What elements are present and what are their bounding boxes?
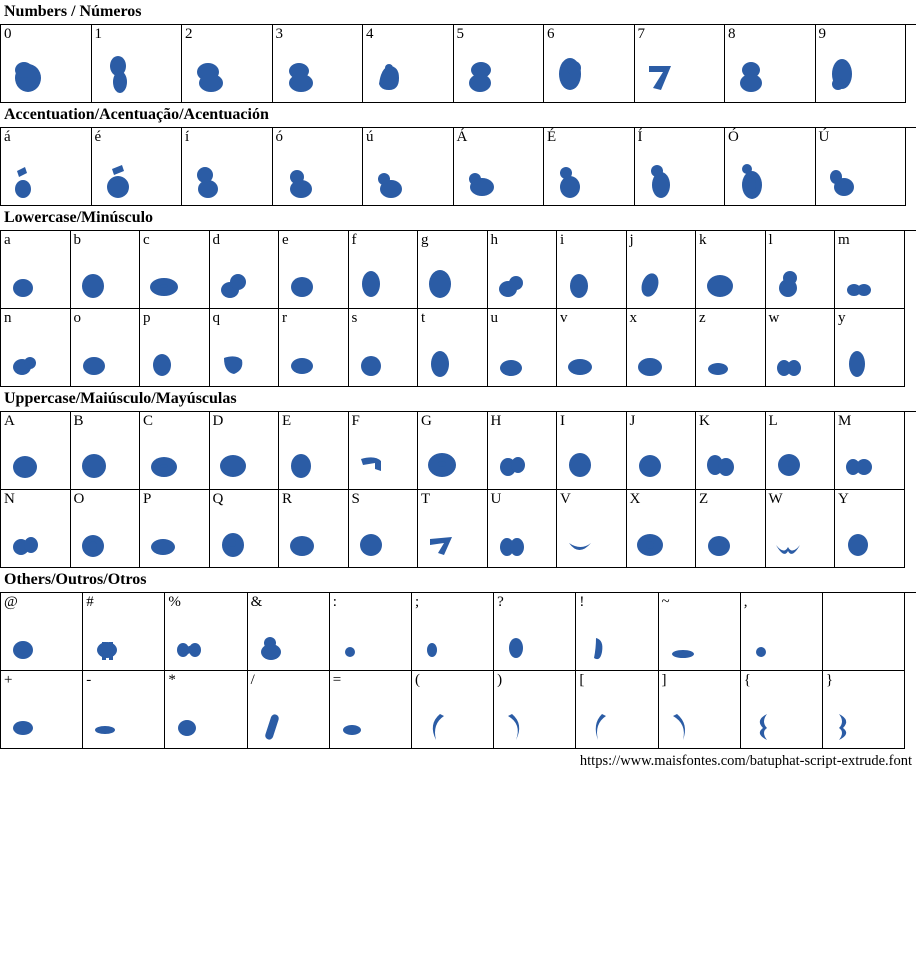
glyph-cell <box>627 412 697 490</box>
glyph-label: m <box>838 232 850 248</box>
glyph-label: q <box>212 310 220 326</box>
glyph-image-g <box>418 250 487 304</box>
glyph-cell <box>696 412 766 490</box>
glyph-image-r <box>279 328 348 382</box>
glyph-cell <box>418 309 488 387</box>
glyph-image-u-acute <box>363 147 453 201</box>
glyph-cell <box>273 25 364 103</box>
glyph-label: F <box>351 413 360 429</box>
glyph-image-u <box>488 328 557 382</box>
glyph-cell <box>71 231 141 309</box>
glyph-grid-uppercase <box>0 411 916 568</box>
glyph-image-U <box>488 509 557 563</box>
glyph-image-H <box>488 431 557 485</box>
glyph-image-exclamation <box>576 612 657 666</box>
glyph-label: 0 <box>4 26 12 42</box>
glyph-label: Y <box>838 491 849 507</box>
glyph-label: ú <box>366 129 374 145</box>
glyph-label: # <box>86 594 94 610</box>
glyph-label: [ <box>579 672 585 688</box>
glyph-label: ! <box>579 594 585 610</box>
glyph-cell <box>494 593 576 671</box>
glyph-label: I <box>560 413 565 429</box>
glyph-label: 6 <box>547 26 555 42</box>
glyph-image-a <box>1 250 70 304</box>
glyph-grid-others <box>0 592 916 749</box>
glyph-label: B <box>73 413 84 429</box>
glyph-cell <box>418 231 488 309</box>
glyph-label: w <box>768 310 780 326</box>
glyph-image-A <box>1 431 70 485</box>
glyph-image-y <box>835 328 904 382</box>
glyph-label: l <box>768 232 773 248</box>
glyph-label: X <box>629 491 641 507</box>
glyph-cell <box>210 231 280 309</box>
glyph-label: 5 <box>456 26 464 42</box>
glyph-image-6 <box>544 44 634 98</box>
glyph-cell <box>418 412 488 490</box>
glyph-image-N <box>1 509 70 563</box>
glyph-label: n <box>4 310 12 326</box>
glyph-image-d <box>210 250 279 304</box>
glyph-image-l <box>766 250 835 304</box>
glyph-image-paren-open <box>412 690 493 744</box>
glyph-cell <box>835 412 905 490</box>
glyph-cell <box>766 309 836 387</box>
glyph-label: d <box>212 232 220 248</box>
glyph-image-F <box>349 431 418 485</box>
glyph-image-q <box>210 328 279 382</box>
glyph-label: s <box>351 310 358 326</box>
glyph-label: % <box>168 594 181 610</box>
glyph-image-T <box>418 509 487 563</box>
glyph-cell <box>557 309 627 387</box>
glyph-image-1 <box>92 44 182 98</box>
glyph-label: í <box>185 129 190 145</box>
glyph-label: W <box>768 491 783 507</box>
glyph-cell <box>412 671 494 749</box>
glyph-label: ] <box>661 672 667 688</box>
glyph-label: y <box>838 310 846 326</box>
glyph-cell <box>835 490 905 568</box>
glyph-cell <box>635 25 726 103</box>
glyph-label: É <box>547 129 557 145</box>
glyph-label: u <box>490 310 498 326</box>
glyph-cell <box>557 231 627 309</box>
glyph-image-I-acute <box>635 147 725 201</box>
glyph-label: ) <box>497 672 503 688</box>
glyph-label: f <box>351 232 357 248</box>
glyph-label: ó <box>275 129 283 145</box>
glyph-cell <box>627 231 697 309</box>
glyph-image-M <box>835 431 904 485</box>
glyph-image-O-acute <box>725 147 815 201</box>
glyph-cell <box>488 412 558 490</box>
glyph-cell <box>816 25 907 103</box>
glyph-cell <box>494 671 576 749</box>
glyph-image-x <box>627 328 696 382</box>
glyph-label: é <box>94 129 102 145</box>
glyph-cell <box>1 309 71 387</box>
glyph-cell <box>71 412 141 490</box>
glyph-label: U <box>490 491 502 507</box>
glyph-label: N <box>4 491 15 507</box>
glyph-image-o <box>71 328 140 382</box>
glyph-label: v <box>560 310 568 326</box>
glyph-image-L <box>766 431 835 485</box>
glyph-label: 3 <box>275 26 283 42</box>
glyph-label: 1 <box>94 26 102 42</box>
glyph-cell <box>725 128 816 206</box>
glyph-label: h <box>490 232 498 248</box>
glyph-image-asterisk <box>165 690 246 744</box>
glyph-label: 7 <box>637 26 645 42</box>
glyph-image-v <box>557 328 626 382</box>
glyph-label: S <box>351 491 360 507</box>
glyph-cell <box>182 128 273 206</box>
glyph-cell <box>92 25 183 103</box>
glyph-image-c <box>140 250 209 304</box>
glyph-image-G <box>418 431 487 485</box>
glyph-cell <box>1 671 83 749</box>
glyph-image-I <box>557 431 626 485</box>
glyph-cell <box>71 309 141 387</box>
glyph-label: D <box>212 413 224 429</box>
glyph-image-hyphen <box>83 690 164 744</box>
glyph-image-5 <box>454 44 544 98</box>
glyph-label: G <box>421 413 432 429</box>
glyph-label: * <box>168 672 176 688</box>
glyph-image-o-acute <box>273 147 363 201</box>
glyph-cell <box>140 231 210 309</box>
glyph-image-b <box>71 250 140 304</box>
glyph-image-Y <box>835 509 904 563</box>
glyph-image-3 <box>273 44 363 98</box>
glyph-image-bracket-open <box>576 690 657 744</box>
glyph-cell <box>488 309 558 387</box>
glyph-label: @ <box>4 594 18 610</box>
glyph-cell <box>349 490 419 568</box>
glyph-cell <box>165 671 247 749</box>
glyph-image-O <box>71 509 140 563</box>
glyph-cell <box>576 671 658 749</box>
glyph-label: A <box>4 413 15 429</box>
glyph-cell <box>488 490 558 568</box>
glyph-label: , <box>743 594 748 610</box>
glyph-label: M <box>838 413 852 429</box>
glyph-cell <box>363 128 454 206</box>
glyph-label: Ó <box>728 129 739 145</box>
glyph-cell <box>210 490 280 568</box>
glyph-image-Q <box>210 509 279 563</box>
glyph-label: K <box>699 413 710 429</box>
glyph-cell <box>766 412 836 490</box>
glyph-cell <box>544 128 635 206</box>
glyph-image-empty <box>823 612 904 666</box>
glyph-cell <box>488 231 558 309</box>
glyph-image-bracket-close <box>659 690 740 744</box>
glyph-cell <box>741 671 823 749</box>
glyph-image-question <box>494 612 575 666</box>
glyph-image-s <box>349 328 418 382</box>
glyph-image-W <box>766 509 835 563</box>
glyph-image-percent <box>165 612 246 666</box>
glyph-cell <box>1 128 92 206</box>
glyph-image-8 <box>725 44 815 98</box>
glyph-cell <box>349 412 419 490</box>
glyph-cell <box>71 490 141 568</box>
glyph-image-R <box>279 509 348 563</box>
glyph-cell <box>725 25 816 103</box>
glyph-cell <box>544 25 635 103</box>
glyph-cell <box>696 309 766 387</box>
glyph-label: a <box>4 232 11 248</box>
glyph-cell <box>210 412 280 490</box>
glyph-label: x <box>629 310 637 326</box>
glyph-label: P <box>143 491 152 507</box>
glyph-image-brace-close <box>823 690 904 744</box>
glyph-label: H <box>490 413 502 429</box>
glyph-cell <box>576 593 658 671</box>
glyph-cell <box>210 309 280 387</box>
glyph-label: 4 <box>366 26 374 42</box>
glyph-image-D <box>210 431 279 485</box>
glyph-label: o <box>73 310 81 326</box>
glyph-image-hash <box>83 612 164 666</box>
glyph-grid-accentuation <box>0 127 916 206</box>
glyph-label: C <box>143 413 154 429</box>
glyph-label: ( <box>414 672 420 688</box>
section-title-lowercase: Lowercase/Minúsculo <box>4 209 154 226</box>
glyph-image-S <box>349 509 418 563</box>
glyph-cell <box>627 309 697 387</box>
glyph-cell <box>659 593 741 671</box>
glyph-cell <box>140 490 210 568</box>
glyph-image-w <box>766 328 835 382</box>
glyph-image-V <box>557 509 626 563</box>
glyph-cell <box>330 593 412 671</box>
glyph-image-h <box>488 250 557 304</box>
glyph-image-comma <box>741 612 822 666</box>
glyph-image-e-acute <box>92 147 182 201</box>
glyph-cell <box>696 490 766 568</box>
glyph-image-E-acute <box>544 147 634 201</box>
glyph-label: { <box>743 672 751 688</box>
glyph-label: r <box>282 310 287 326</box>
glyph-image-at <box>1 612 82 666</box>
glyph-label: O <box>73 491 85 507</box>
glyph-image-X <box>627 509 696 563</box>
glyph-cell <box>454 128 545 206</box>
glyph-label: b <box>73 232 81 248</box>
glyph-cell <box>273 128 364 206</box>
glyph-label: á <box>4 129 11 145</box>
glyph-cell <box>330 671 412 749</box>
glyph-label: J <box>629 413 636 429</box>
glyph-label: E <box>282 413 292 429</box>
glyph-cell <box>83 593 165 671</box>
glyph-cell <box>1 25 92 103</box>
glyph-cell <box>1 412 71 490</box>
glyph-image-i-acute <box>182 147 272 201</box>
glyph-grid-numbers <box>0 24 916 103</box>
glyph-cell <box>182 25 273 103</box>
glyph-image-B <box>71 431 140 485</box>
glyph-label: g <box>421 232 429 248</box>
glyph-image-z <box>696 328 765 382</box>
glyph-cell <box>635 128 726 206</box>
glyph-label: Á <box>456 129 468 145</box>
glyph-cell <box>454 25 545 103</box>
glyph-label: ? <box>497 594 504 610</box>
glyph-image-f <box>349 250 418 304</box>
glyph-cell <box>557 490 627 568</box>
glyph-label: + <box>4 672 13 688</box>
glyph-image-C <box>140 431 209 485</box>
glyph-cell <box>816 128 907 206</box>
glyph-cell <box>823 593 905 671</box>
glyph-label: 2 <box>185 26 193 42</box>
glyph-cell <box>248 671 330 749</box>
glyph-label: 8 <box>728 26 736 42</box>
glyph-image-K <box>696 431 765 485</box>
glyph-label: Q <box>212 491 224 507</box>
glyph-label: T <box>421 491 431 507</box>
glyph-cell <box>248 593 330 671</box>
glyph-image-paren-close <box>494 690 575 744</box>
glyph-image-p <box>140 328 209 382</box>
glyph-image-2 <box>182 44 272 98</box>
source-url: https://www.maisfontes.com/batuphat-script-extrude.font <box>579 753 912 769</box>
glyph-image-Z <box>696 509 765 563</box>
glyph-image-plus <box>1 690 82 744</box>
glyph-label: - <box>86 672 92 688</box>
glyph-cell <box>92 128 183 206</box>
glyph-cell <box>363 25 454 103</box>
glyph-label: c <box>143 232 150 248</box>
glyph-label: ~ <box>661 594 670 610</box>
glyph-cell <box>659 671 741 749</box>
glyph-cell <box>557 412 627 490</box>
glyph-image-ampersand <box>248 612 329 666</box>
glyph-image-P <box>140 509 209 563</box>
glyph-image-e <box>279 250 348 304</box>
glyph-image-E <box>279 431 348 485</box>
glyph-image-tilde <box>659 612 740 666</box>
glyph-label: e <box>282 232 289 248</box>
glyph-image-9 <box>816 44 906 98</box>
glyph-label: 9 <box>818 26 826 42</box>
glyph-label: Ú <box>818 129 830 145</box>
glyph-image-a-acute <box>1 147 91 201</box>
glyph-cell <box>835 231 905 309</box>
glyph-cell <box>766 490 836 568</box>
glyph-label: / <box>250 672 255 688</box>
glyph-label: p <box>143 310 151 326</box>
glyph-cell <box>140 309 210 387</box>
glyph-label: Z <box>699 491 709 507</box>
glyph-label: ; <box>414 594 420 610</box>
glyph-image-J <box>627 431 696 485</box>
glyph-image-t <box>418 328 487 382</box>
glyph-label: j <box>629 232 634 248</box>
glyph-cell <box>412 593 494 671</box>
section-title-others: Others/Outros/Otros <box>4 571 147 588</box>
glyph-label: & <box>250 594 263 610</box>
glyph-image-semicolon <box>412 612 493 666</box>
glyph-image-equals <box>330 690 411 744</box>
glyph-label: i <box>560 232 565 248</box>
glyph-cell <box>83 671 165 749</box>
glyph-cell <box>741 593 823 671</box>
glyph-cell <box>627 490 697 568</box>
glyph-image-slash <box>248 690 329 744</box>
glyph-image-A-acute <box>454 147 544 201</box>
glyph-label: L <box>768 413 778 429</box>
glyph-image-i <box>557 250 626 304</box>
glyph-image-n <box>1 328 70 382</box>
glyph-image-j <box>627 250 696 304</box>
glyph-cell <box>279 412 349 490</box>
glyph-label: : <box>332 594 337 610</box>
glyph-cell <box>1 593 83 671</box>
glyph-image-m <box>835 250 904 304</box>
glyph-cell <box>140 412 210 490</box>
glyph-image-0 <box>1 44 91 98</box>
glyph-cell <box>279 309 349 387</box>
glyph-cell <box>349 231 419 309</box>
section-title-numbers: Numbers / Números <box>4 3 142 20</box>
glyph-label: z <box>699 310 706 326</box>
glyph-image-k <box>696 250 765 304</box>
glyph-label: = <box>332 672 342 688</box>
glyph-cell <box>279 490 349 568</box>
glyph-label: } <box>825 672 834 688</box>
glyph-label: t <box>421 310 426 326</box>
glyph-cell <box>1 490 71 568</box>
glyph-label: k <box>699 232 707 248</box>
glyph-label: R <box>282 491 293 507</box>
glyph-cell <box>279 231 349 309</box>
glyph-label: Í <box>637 129 643 145</box>
section-title-accentuation: Accentuation/Acentuação/Acentuación <box>4 106 269 123</box>
glyph-cell <box>823 671 905 749</box>
glyph-cell <box>766 231 836 309</box>
glyph-image-U-acute <box>816 147 906 201</box>
glyph-cell <box>349 309 419 387</box>
glyph-cell <box>835 309 905 387</box>
glyph-image-7 <box>635 44 725 98</box>
glyph-image-brace-open <box>741 690 822 744</box>
glyph-grid-lowercase <box>0 230 916 387</box>
glyph-cell <box>418 490 488 568</box>
section-title-uppercase: Uppercase/Maiúsculo/Mayúsculas <box>4 390 237 407</box>
glyph-image-colon <box>330 612 411 666</box>
glyph-cell <box>696 231 766 309</box>
glyph-image-4 <box>363 44 453 98</box>
glyph-cell <box>1 231 71 309</box>
glyph-label: V <box>560 491 571 507</box>
glyph-cell <box>165 593 247 671</box>
